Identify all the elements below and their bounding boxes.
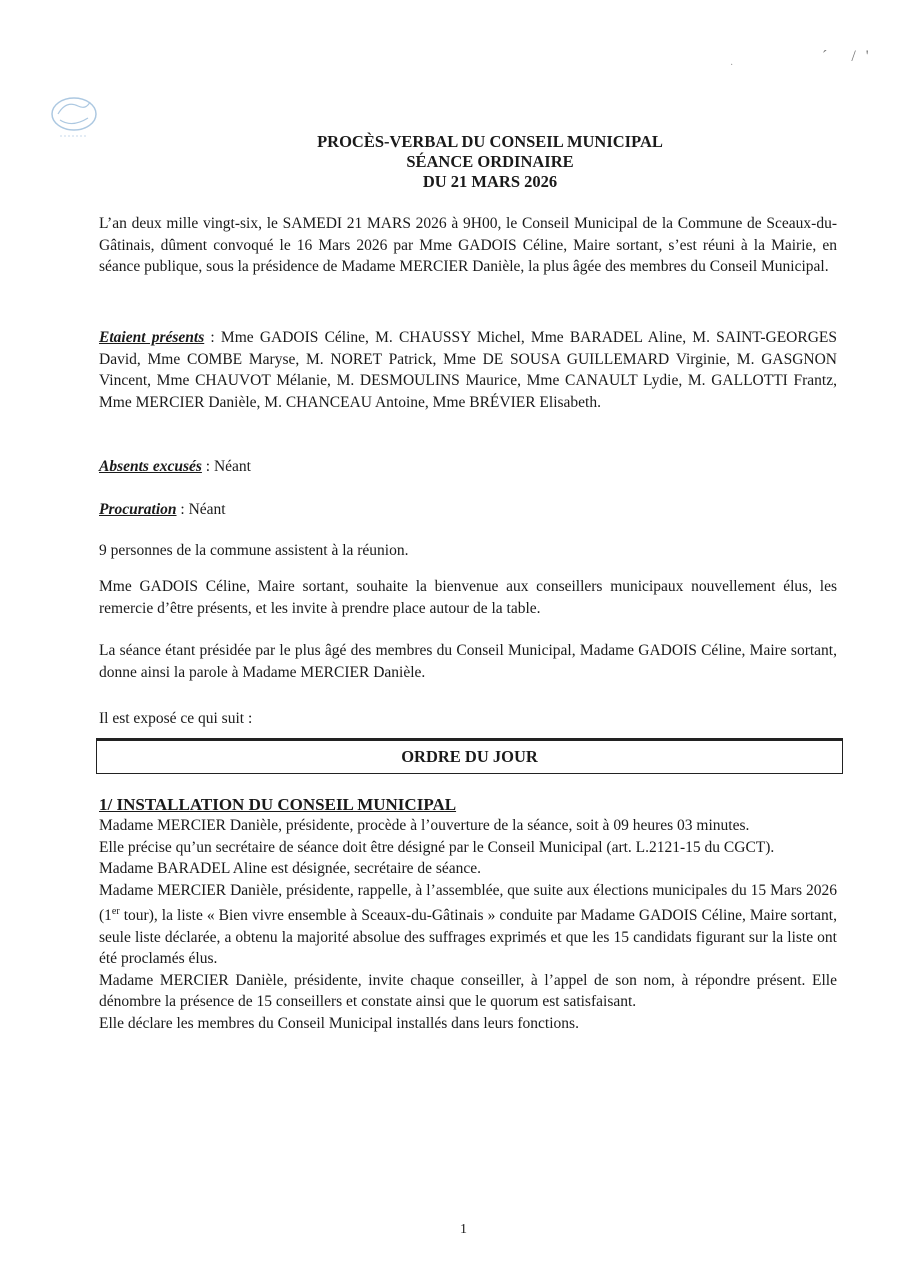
agenda-box (96, 738, 843, 774)
document-title (200, 132, 780, 192)
agenda-top-rule (97, 739, 842, 741)
presidency-paragraph: La séance étant présidée par le plus âgé des membres du Conseil Municipal, Madame GADOIS Céline, Maire sortant, donne ainsi la parole à Madame MERCIER Danièle. (99, 642, 837, 681)
title-line-2: SÉANCE ORDINAIRE (406, 152, 574, 171)
title-line-1: PROCÈS-VERBAL DU CONSEIL MUNICIPAL (317, 132, 663, 151)
section-1-p2: Elle précise qu’un secrétaire de séance doit être désigné par le Conseil Municipal (art. L.2121-15 du CGCT). (99, 838, 775, 856)
procuration-label: Procuration (99, 501, 177, 518)
section-1-p4 (99, 880, 837, 970)
present-paragraph (99, 327, 837, 413)
section-1-p6: Elle déclare les membres du Conseil Municipal installés dans leurs fonctions. (99, 1014, 579, 1032)
present-label: Etaient présents (99, 329, 205, 346)
present-list: : Mme GADOIS Céline, M. CHAUSSY Michel, Mme BARADEL Aline, M. SAINT-GEORGES David, Mme COMBE Maryse, M. NORET Patrick, Mme DE SOUSA GUILLEMARD Virginie, M. GASGNON Vincent, Mme CHAUVOT Mélanie, M. DESMOULINS Maurice, Mme CANAULT Lydie, M. GALLOTTI Frantz, Mme MERCIER Danièle, M. CHANCEAU Antoine, Mme BRÉVIER Elisabeth. (99, 329, 837, 411)
procuration-value: : Néant (176, 501, 226, 518)
section-1-p5: Madame MERCIER Danièle, présidente, invite chaque conseiller, à l’appel de son nom, à répondre présent. Elle dénombre la présence de 15 conseillers et constate ainsi que le quorum est satisfaisant. (99, 971, 837, 1011)
absents-paragraph (99, 456, 837, 478)
welcome-paragraph: Mme GADOIS Céline, Maire sortant, souhaite la bienvenue aux conseillers municipaux nouvellement élus, les remercie d’être présents, et les invite à prendre place autour de la table. (99, 578, 837, 617)
absents-label: Absents excusés (99, 458, 202, 475)
absents-value: : Néant (201, 458, 251, 475)
handwritten-mark: ´ /' (822, 48, 879, 65)
section-1-p1: Madame MERCIER Danièle, présidente, procède à l’ouverture de la séance, soit à 09 heures 03 minutes. (99, 817, 750, 834)
section-1-p4-start: Madame MERCIER Danièle, présidente, rappelle, à l’assemblée, que suite aux élections municipales du 15 Mars 2026 (1 (99, 881, 837, 925)
scan-dot: · (730, 60, 734, 71)
municipal-seal-logo (46, 92, 106, 142)
attendance-paragraph: 9 personnes de la commune assistent à la réunion. (99, 542, 409, 559)
procuration-paragraph (99, 499, 837, 521)
section-1-p4-sup: er (111, 906, 120, 917)
title-line-3: DU 21 MARS 2026 (422, 172, 558, 191)
section-1-p3: Madame BARADEL Aline est désignée, secrétaire de séance. (99, 860, 482, 877)
section-1-body (99, 815, 837, 1034)
agenda-title: ORDRE DU JOUR (401, 747, 538, 766)
page-number: 1 (460, 1222, 467, 1237)
section-1-p4-end: tour), la liste « Bien vivre ensemble à Sceaux-du-Gâtinais » conduite par Madame GADOIS Céline, Maire sortant, seule liste déclarée, a obtenu la majorité absolue des suffrages exprimés et que les 15 candidats figurant sur la liste ont été proclamés élus. (99, 907, 837, 968)
exposed-paragraph: Il est exposé ce qui suit : (99, 710, 253, 727)
section-1-title: 1/ INSTALLATION DU CONSEIL MUNICIPAL (99, 795, 457, 814)
intro-paragraph: L’an deux mille vingt-six, le SAMEDI 21 MARS 2026 à 9H00, le Conseil Municipal de la Commune de Sceaux-du-Gâtinais, dûment convoqué le 16 Mars 2026 par Mme GADOIS Céline, Maire sortant, s’est réuni à la Mairie, en séance publique, sous la présidence de Madame MERCIER Danièle, la plus âgée des membres du Conseil Municipal. (99, 215, 837, 275)
